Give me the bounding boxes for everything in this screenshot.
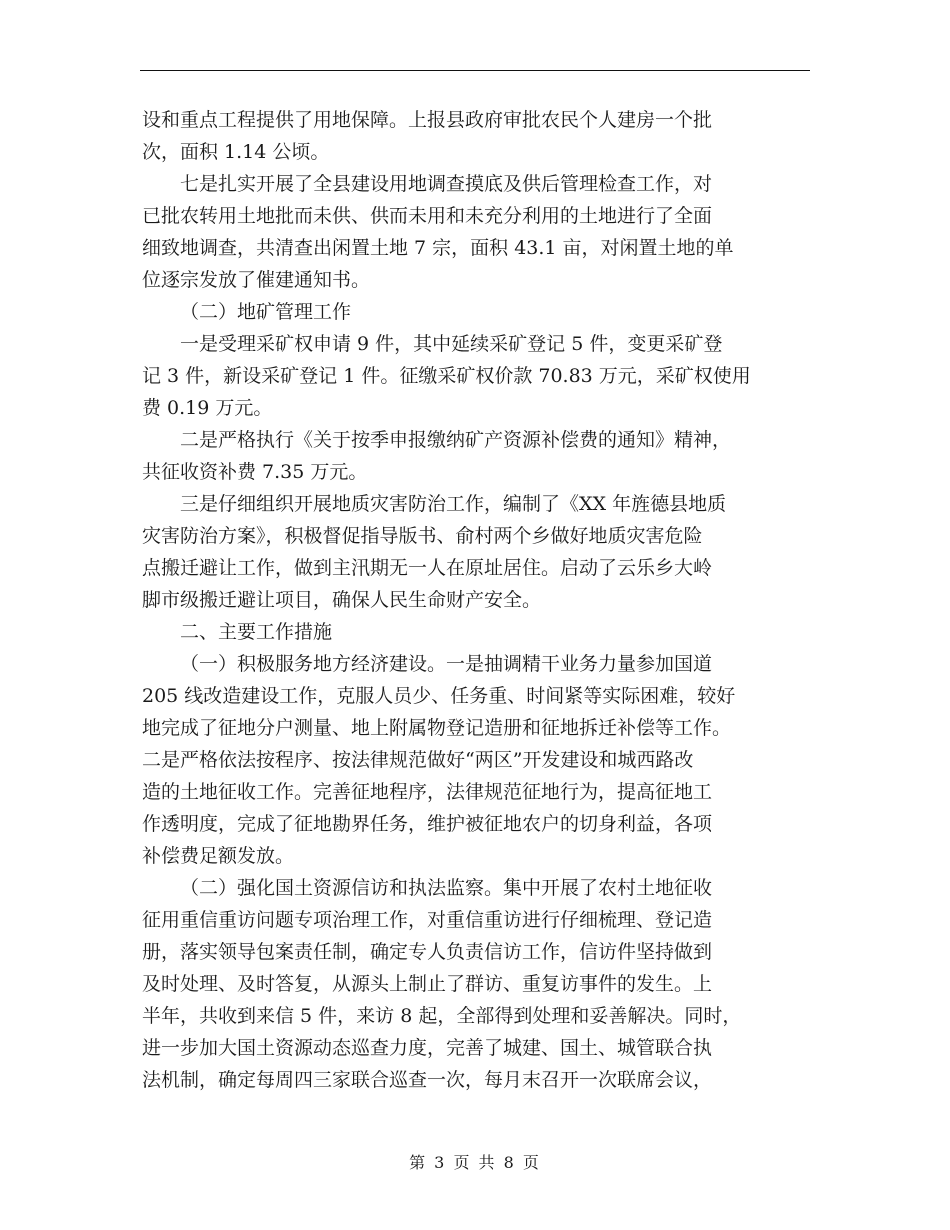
text-line: 造的土地征收工作。完善征地程序，法律规范征地行为，提高征地工 bbox=[142, 781, 713, 803]
text-line: 一是受理采矿权申请 9 件，其中延续采矿登记 5 件，变更采矿登 bbox=[180, 333, 723, 355]
text-line: 细致地调查，共清查出闲置土地 7 宗，面积 43.1 亩，对闲置土地的单 bbox=[142, 237, 734, 259]
text-line: 三是仔细组织开展地质灾害防治工作，编制了《XX 年旌德县地质 bbox=[180, 493, 727, 515]
text-line: 灾害防治方案》，积极督促指导版书、俞村两个乡做好地质灾害危险 bbox=[142, 525, 703, 547]
text-line: （二）地矿管理工作 bbox=[180, 301, 352, 323]
body-text bbox=[142, 104, 810, 1096]
text-line: 法机制，确定每周四三家联合巡查一次，每月末召开一次联席会议， bbox=[142, 1069, 713, 1091]
text-line: 征用重信重访问题专项治理工作，对重信重访进行仔细梳理、登记造 bbox=[142, 909, 713, 931]
text-line: 补偿费足额发放。 bbox=[142, 845, 295, 867]
text-line: 脚市级搬迁避让项目，确保人民生命财产安全。 bbox=[142, 589, 542, 611]
text-line: 费 0.19 万元。 bbox=[142, 397, 273, 419]
text-line: 设和重点工程提供了用地保障。上报县政府审批农民个人建房一个批 bbox=[142, 109, 713, 131]
text-line: 205 线改造建设工作，克服人员少、任务重、时间紧等实际困难，较好 bbox=[142, 685, 736, 707]
text-line: （二）强化国土资源信访和执法监察。集中开展了农村土地征收 bbox=[180, 877, 713, 899]
text-line: （一）积极服务地方经济建设。一是抽调精干业务力量参加国道 bbox=[180, 653, 713, 675]
text-line: 次，面积 1.14 公顷。 bbox=[142, 141, 330, 163]
text-line: 共征收资补费 7.35 万元。 bbox=[142, 461, 368, 483]
text-line: 位逐宗发放了催建通知书。 bbox=[142, 269, 371, 291]
text-line: 二是严格执行《关于按季申报缴纳矿产资源补偿费的通知》精神， bbox=[180, 429, 732, 451]
text-line: 进一步加大国土资源动态巡查力度，完善了城建、国土、城管联合执 bbox=[142, 1037, 713, 1059]
header-rule bbox=[140, 70, 810, 71]
text-line: 已批农转用土地批而未供、供而未用和未充分利用的土地进行了全面 bbox=[142, 205, 713, 227]
text-line: 半年，共收到来信 5 件，来访 8 起，全部得到处理和妥善解决。同时， bbox=[142, 1005, 742, 1027]
text-line: 地完成了征地分户测量、地上附属物登记造册和征地拆迁补偿等工作。 bbox=[142, 717, 732, 739]
text-line: 及时处理、及时答复，从源头上制止了群访、重复访事件的发生。上 bbox=[142, 973, 713, 995]
text-line: 七是扎实开展了全县建设用地调查摸底及供后管理检查工作，对 bbox=[180, 173, 713, 195]
text-line: 册，落实领导包案责任制，确定专人负责信访工作，信访件坚持做到 bbox=[142, 941, 713, 963]
text-line: 二、主要工作措施 bbox=[180, 621, 333, 643]
text-line: 二是严格依法按程序、按法律规范做好“两区”开发建设和城西路改 bbox=[142, 749, 694, 771]
text-line: 作透明度，完成了征地勘界任务，维护被征地农户的切身利益，各项 bbox=[142, 813, 713, 835]
page-footer: 第 3 页 共 8 页 bbox=[409, 1153, 541, 1172]
text-line: 记 3 件，新设采矿登记 1 件。征缴采矿权价款 70.83 万元，采矿权使用 bbox=[142, 365, 751, 387]
text-line: 点搬迁避让工作，做到主汛期无一人在原址居住。启动了云乐乡大岭 bbox=[142, 557, 713, 579]
